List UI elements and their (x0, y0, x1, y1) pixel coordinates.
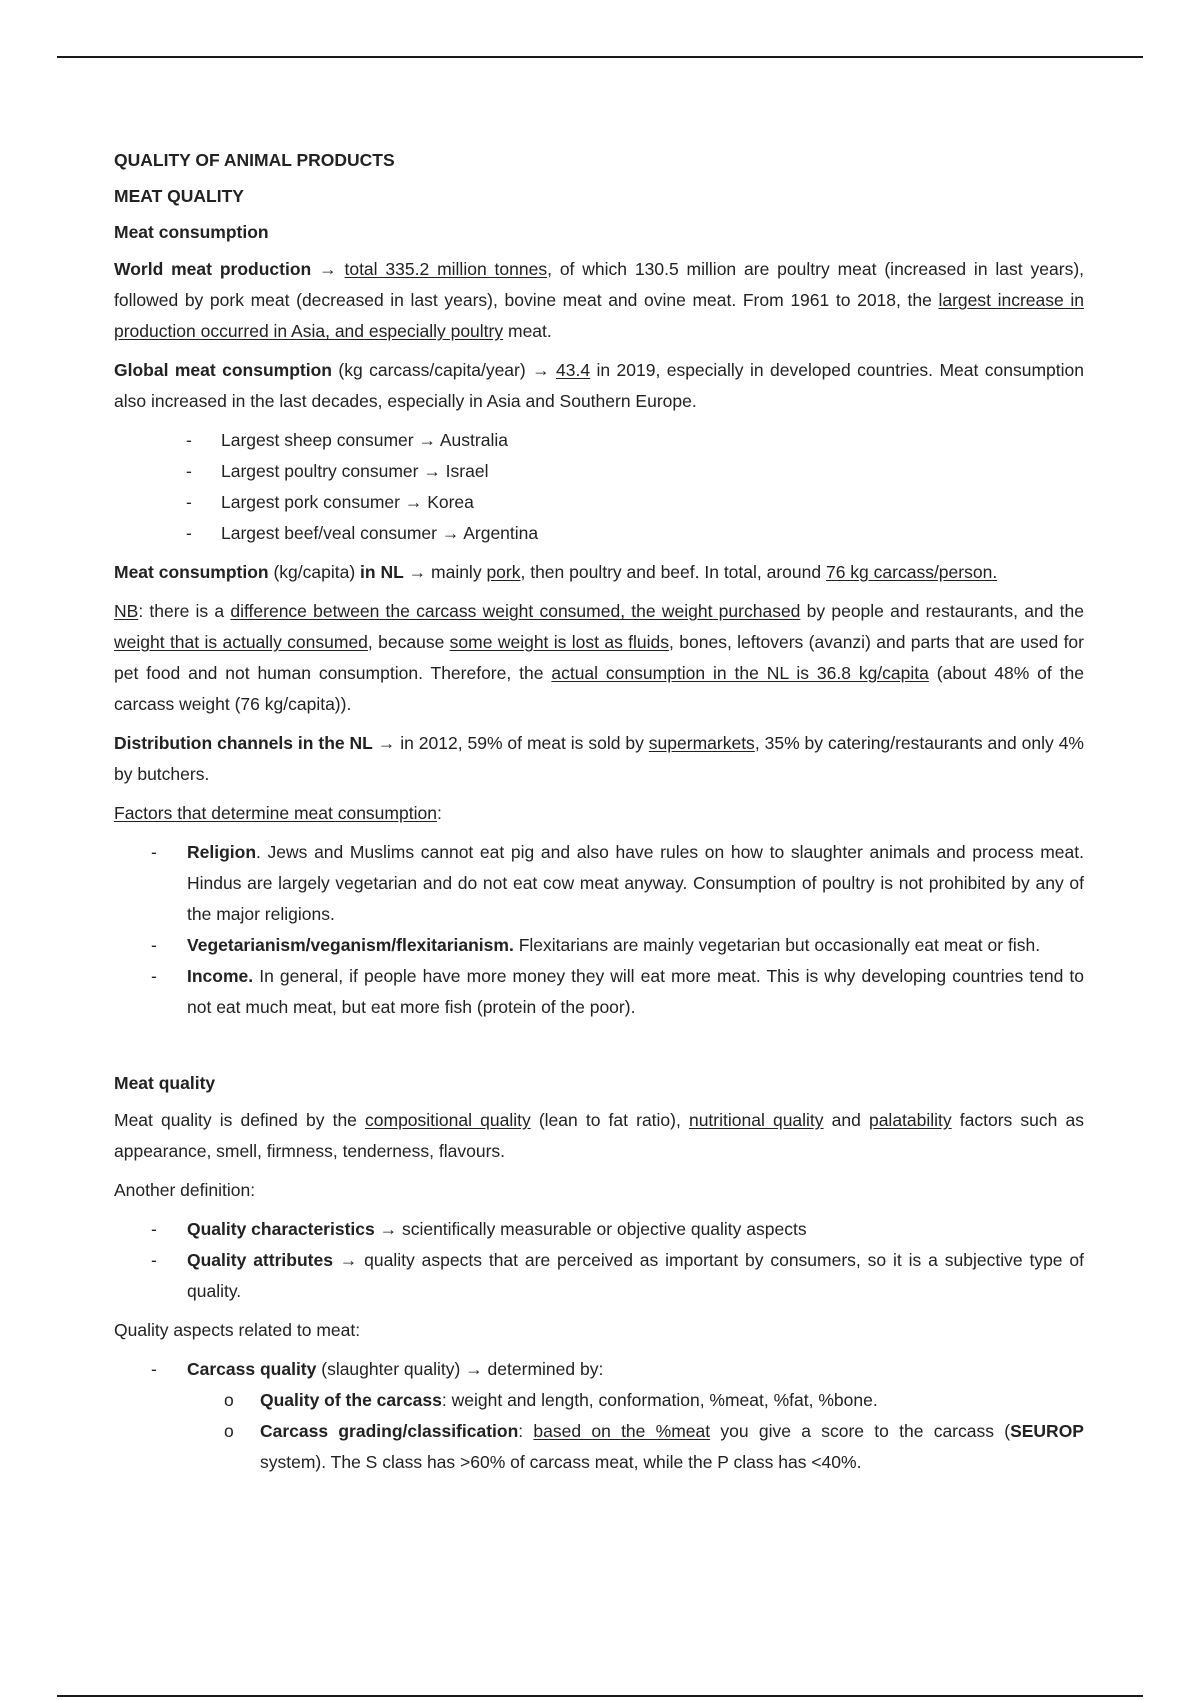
list-item: - Largest poultry consumer → Israel (114, 456, 1084, 487)
emphasis: actual consumption in the NL is 36.8 kg/capita (551, 663, 929, 683)
emphasis: total 335.2 million tonnes (344, 259, 548, 279)
term: Meat consumption (114, 562, 269, 582)
emphasis: largest increase in production occurred in Asia, and especially poultry (114, 290, 1084, 341)
subheading-meat-quality: Meat quality (114, 1073, 216, 1093)
text: (kg/capita) (268, 562, 361, 582)
paragraph-global-consumption (114, 355, 1084, 417)
text: : weight and length, conformation, %meat, %fat, %bone. (441, 1390, 878, 1410)
emphasis: 43.4 (556, 360, 591, 380)
text: and (823, 1110, 869, 1130)
definition-list (114, 1214, 1084, 1307)
text: , because (367, 632, 450, 652)
header-rule (57, 56, 1143, 58)
text: in 2019, especially in developed countries. Meat consumption also increased in the last decades, especially in Asia and Southern Europe. (114, 360, 1084, 411)
paragraph-quality-aspects: Quality aspects related to meat: (114, 1320, 361, 1340)
text: → scientifically measurable or objective quality aspects (374, 1219, 807, 1239)
list-item (114, 930, 1084, 961)
list-item (114, 1385, 1084, 1416)
emphasis: supermarkets (648, 733, 755, 753)
list-item: - Largest sheep consumer → Australia (114, 425, 1084, 456)
term: Carcass quality (187, 1359, 317, 1379)
term: World meat production (114, 259, 312, 279)
aspect-list (114, 1354, 1084, 1478)
text: , bones, leftovers (avanzi) and parts that are used for pet food and not human consumption. Therefore, the (114, 632, 1084, 683)
paragraph-nl-consumption (114, 557, 1084, 588)
paragraph-world-production (114, 254, 1084, 347)
spacer (114, 1031, 1084, 1069)
document-body (114, 146, 1084, 1486)
list-item (114, 1214, 1084, 1245)
emphasis: 76 kg carcass/person. (825, 562, 998, 582)
term: Religion (187, 842, 257, 862)
term: Carcass grading/classification (260, 1421, 519, 1441)
text: factors such as appearance, smell, firmness, tenderness, flavours. (114, 1110, 1084, 1161)
text: : there is a (138, 601, 231, 621)
text: (about 48% of the carcass weight (76 kg/capita)). (114, 663, 1084, 714)
term: Quality attributes (187, 1250, 333, 1270)
list-item (114, 837, 1084, 930)
term: Global meat consumption (114, 360, 332, 380)
list-item (114, 1354, 1084, 1478)
factor-list (114, 837, 1084, 1023)
paragraph-another-definition: Another definition: (114, 1180, 256, 1200)
doc-title: QUALITY OF ANIMAL PRODUCTS (114, 150, 395, 170)
emphasis: difference between the carcass weight consumed, the weight purchased (230, 601, 801, 621)
emphasis: weight that is actually consumed (114, 632, 368, 652)
subaspect-list (187, 1385, 1084, 1478)
term: Distribution channels in the NL (114, 733, 373, 753)
text: you give a score to the carcass ( (710, 1421, 1011, 1441)
paragraph-nb (114, 596, 1084, 720)
text: (lean to fat ratio), (530, 1110, 689, 1130)
text: (kg carcass/capita/year) → (331, 360, 557, 380)
text: . Jews and Muslims cannot eat pig and also have rules on how to slaughter animals and process meat. Hindus are largely vegetarian and do not eat cow meat anyway. Consumption of poultry is not prohibited by any of the major religions. (187, 842, 1084, 924)
text: → in 2012, 59% of meat is sold by (372, 733, 649, 753)
text: → (311, 259, 345, 279)
text: → quality aspects that are perceived as important by consumers, so it is a subjective type of quality. (187, 1250, 1084, 1301)
text: : (518, 1421, 534, 1441)
term: in NL (360, 562, 404, 582)
term: Vegetarianism/veganism/flexitarianism. (187, 935, 514, 955)
text: (slaughter quality) → determined by: (316, 1359, 604, 1379)
emphasis: some weight is lost as fluids (449, 632, 670, 652)
section-heading: MEAT QUALITY (114, 186, 244, 206)
subheading-meat-consumption: Meat consumption (114, 222, 269, 242)
emphasis: compositional quality (365, 1110, 531, 1130)
text: system). The S class has >60% of carcass meat, while the P class has <40%. (260, 1452, 862, 1472)
footer-rule (57, 1695, 1143, 1697)
consumer-list (114, 425, 1084, 549)
term: Quality of the carcass (260, 1390, 442, 1410)
paragraph-distribution (114, 728, 1084, 790)
text: , 35% by catering/restaurants and only 4% by butchers. (114, 733, 1084, 784)
list-item (114, 1245, 1084, 1307)
text: , of which 130.5 million are poultry meat (increased in last years), followed by pork meat (decreased in last years), bovine meat and ovine meat. From 1961 to 2018, the (114, 259, 1085, 310)
emphasis: Factors that determine meat consumption (114, 803, 437, 823)
term: Quality characteristics (187, 1219, 375, 1239)
text: , then poultry and beef. In total, around (520, 562, 826, 582)
text: In general, if people have more money they will eat more meat. This is why developing countries tend to not eat much meat, but eat more fish (protein of the poor). (187, 966, 1084, 1017)
paragraph-factors-intro (114, 798, 1084, 829)
list-item: - Largest beef/veal consumer → Argentina (114, 518, 1084, 549)
term: Income. (187, 966, 254, 986)
emphasis: nutritional quality (688, 1110, 824, 1130)
text: : (436, 803, 442, 823)
term: SEUROP (1010, 1421, 1084, 1441)
text: Flexitarians are mainly vegetarian but occasionally eat meat or fish. (513, 935, 1041, 955)
emphasis: pork (486, 562, 521, 582)
text: → mainly (403, 562, 487, 582)
text: Meat quality is defined by the (114, 1110, 366, 1130)
list-item (114, 961, 1084, 1023)
list-item (114, 1416, 1084, 1478)
list-item: - Largest pork consumer → Korea (114, 487, 1084, 518)
emphasis: NB (114, 601, 139, 621)
emphasis: palatability (868, 1110, 952, 1130)
paragraph-quality-definition (114, 1105, 1084, 1167)
text: by people and restaurants, and the (800, 601, 1084, 621)
text: meat. (503, 321, 552, 341)
emphasis: based on the %meat (533, 1421, 711, 1441)
